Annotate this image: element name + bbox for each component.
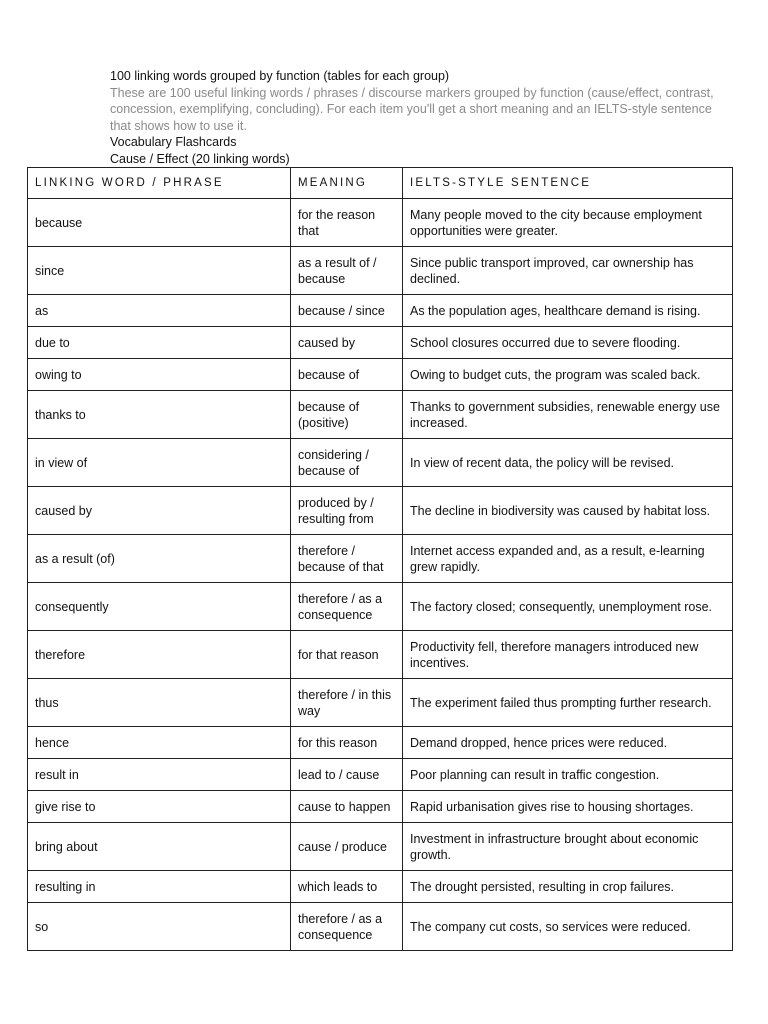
sentence-cell: The drought persisted, resulting in crop failures. bbox=[403, 871, 733, 903]
table-row bbox=[28, 295, 733, 327]
linking-word-cell: in view of bbox=[28, 439, 291, 487]
meaning-cell: therefore / in this way bbox=[291, 679, 403, 727]
table-row bbox=[28, 439, 733, 487]
linking-word-cell: so bbox=[28, 903, 291, 951]
section-heading: Cause / Effect (20 linking words) bbox=[110, 151, 290, 166]
meaning-cell: produced by / resulting from bbox=[291, 487, 403, 535]
meaning-cell: therefore / because of that bbox=[291, 535, 403, 583]
sentence-cell: Internet access expanded and, as a result, e-learning grew rapidly. bbox=[403, 535, 733, 583]
table-row bbox=[28, 791, 733, 823]
table-row bbox=[28, 391, 733, 439]
meaning-cell: considering / because of bbox=[291, 439, 403, 487]
sentence-cell: Productivity fell, therefore managers introduced new incentives. bbox=[403, 631, 733, 679]
sentence-cell: The decline in biodiversity was caused by habitat loss. bbox=[403, 487, 733, 535]
linking-word-cell: caused by bbox=[28, 487, 291, 535]
meaning-cell: because / since bbox=[291, 295, 403, 327]
linking-word-cell: bring about bbox=[28, 823, 291, 871]
linking-word-cell: consequently bbox=[28, 583, 291, 631]
linking-word-cell: therefore bbox=[28, 631, 291, 679]
linking-word-cell: owing to bbox=[28, 359, 291, 391]
document-subtitle: Vocabulary Flashcards bbox=[110, 135, 237, 149]
meaning-cell: therefore / as a consequence bbox=[291, 583, 403, 631]
meaning-cell: which leads to bbox=[291, 871, 403, 903]
table-row bbox=[28, 247, 733, 295]
sentence-cell: Investment in infrastructure brought about economic growth. bbox=[403, 823, 733, 871]
linking-word-cell: resulting in bbox=[28, 871, 291, 903]
sentence-cell: As the population ages, healthcare demand is rising. bbox=[403, 295, 733, 327]
linking-word-cell: as a result (of) bbox=[28, 535, 291, 583]
sentence-cell: Owing to budget cuts, the program was scaled back. bbox=[403, 359, 733, 391]
meaning-cell: for the reason that bbox=[291, 199, 403, 247]
table-row bbox=[28, 679, 733, 727]
column-header-word: LINKING WORD / PHRASE bbox=[28, 168, 291, 199]
linking-words-table bbox=[27, 167, 733, 951]
table-row bbox=[28, 535, 733, 583]
meaning-cell: because of (positive) bbox=[291, 391, 403, 439]
table-row bbox=[28, 199, 733, 247]
linking-word-cell: due to bbox=[28, 327, 291, 359]
linking-word-cell: give rise to bbox=[28, 791, 291, 823]
linking-word-cell: result in bbox=[28, 759, 291, 791]
linking-word-cell: hence bbox=[28, 727, 291, 759]
meaning-cell: for that reason bbox=[291, 631, 403, 679]
table-row bbox=[28, 359, 733, 391]
sentence-cell: Many people moved to the city because employment opportunities were greater. bbox=[403, 199, 733, 247]
linking-word-cell: thanks to bbox=[28, 391, 291, 439]
linking-word-cell: as bbox=[28, 295, 291, 327]
table-row bbox=[28, 631, 733, 679]
table-body bbox=[28, 199, 733, 951]
meaning-cell: cause to happen bbox=[291, 791, 403, 823]
column-header-meaning: MEANING bbox=[291, 168, 403, 199]
meaning-cell: caused by bbox=[291, 327, 403, 359]
document-title: 100 linking words grouped by function (tables for each group) bbox=[110, 69, 450, 83]
table-row bbox=[28, 871, 733, 903]
sentence-cell: Rapid urbanisation gives rise to housing shortages. bbox=[403, 791, 733, 823]
linking-word-cell: since bbox=[28, 247, 291, 295]
linking-word-cell: thus bbox=[28, 679, 291, 727]
sentence-cell: The factory closed; consequently, unemployment rose. bbox=[403, 583, 733, 631]
sentence-cell: Demand dropped, hence prices were reduced. bbox=[403, 727, 733, 759]
table-row bbox=[28, 727, 733, 759]
table-row bbox=[28, 903, 733, 951]
table-row bbox=[28, 327, 733, 359]
sentence-cell: The experiment failed thus prompting further research. bbox=[403, 679, 733, 727]
table-row bbox=[28, 823, 733, 871]
table-row bbox=[28, 583, 733, 631]
table-row bbox=[28, 759, 733, 791]
document-header bbox=[110, 68, 720, 167]
sentence-cell: The company cut costs, so services were reduced. bbox=[403, 903, 733, 951]
meaning-cell: as a result of / because bbox=[291, 247, 403, 295]
table-header-row bbox=[28, 168, 733, 199]
meaning-cell: for this reason bbox=[291, 727, 403, 759]
sentence-cell: Since public transport improved, car ownership has declined. bbox=[403, 247, 733, 295]
meaning-cell: lead to / cause bbox=[291, 759, 403, 791]
sentence-cell: In view of recent data, the policy will be revised. bbox=[403, 439, 733, 487]
meaning-cell: because of bbox=[291, 359, 403, 391]
intro-paragraph: These are 100 useful linking words / phrases / discourse markers grouped by function (cause/effect, contrast, concession, exemplifying, concluding). For each item you'll get a short meaning and an IELTS-style sentence that shows how to use it. bbox=[110, 85, 714, 133]
linking-word-cell: because bbox=[28, 199, 291, 247]
column-header-sentence: IELTS-STYLE SENTENCE bbox=[403, 168, 733, 199]
meaning-cell: therefore / as a consequence bbox=[291, 903, 403, 951]
sentence-cell: Poor planning can result in traffic congestion. bbox=[403, 759, 733, 791]
sentence-cell: School closures occurred due to severe flooding. bbox=[403, 327, 733, 359]
table-row bbox=[28, 487, 733, 535]
meaning-cell: cause / produce bbox=[291, 823, 403, 871]
sentence-cell: Thanks to government subsidies, renewable energy use increased. bbox=[403, 391, 733, 439]
